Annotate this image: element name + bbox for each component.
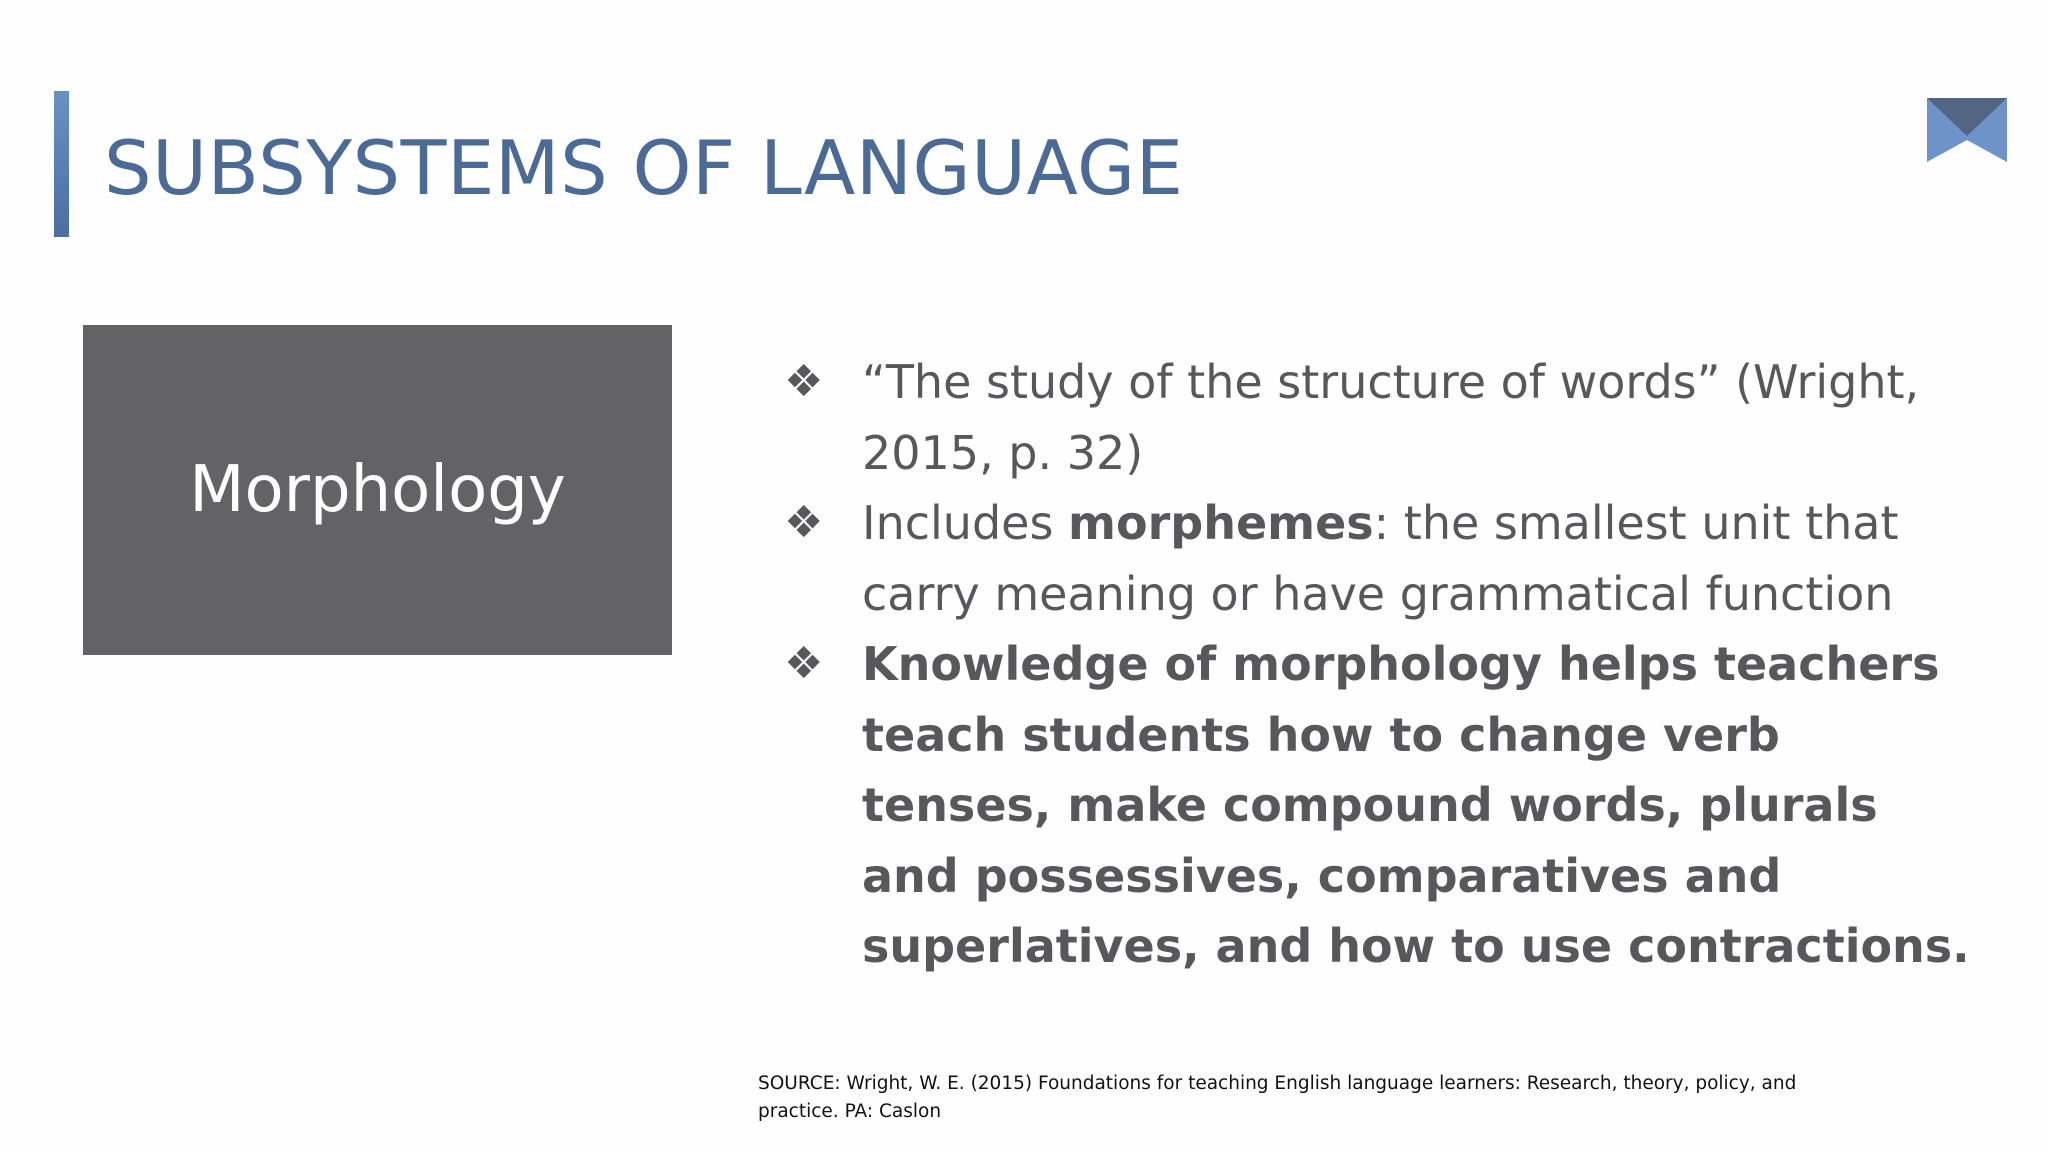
bullet-text-suffix: : the smallest unit that carry meaning or have grammatical function [862,496,1899,621]
bullet-list [784,347,1984,982]
term-label: Morphology [189,453,566,527]
term-box [83,325,672,655]
bullet-definition [784,347,1984,488]
bullet-bold-term: morphemes [1068,496,1374,550]
bullet-text: Knowledge of morphology helps teachers teach students how to change verb tenses, make compound words, plurals and possessives, comparatives and superlatives, and how to use contractions. [862,637,1970,973]
diamond-bullet-icon: ❖ [784,356,824,407]
diamond-bullet-icon: ❖ [784,638,824,689]
diamond-bullet-icon: ❖ [784,497,824,548]
bullet-morphemes [784,488,1984,629]
source-citation: SOURCE: Wright, W. E. (2015) Foundations for teaching English language learners: Research, theory, policy, and practice. PA: Caslon [758,1073,1797,1122]
title-accent-bar [54,91,69,237]
bullet-knowledge [784,629,1984,982]
bullet-text-prefix: Includes [862,496,1069,550]
bullet-text: “The study of the structure of words” (Wright, 2015, p. 32) [862,355,1920,480]
ribbon-chevron-icon [1927,98,2007,164]
slide-title: SUBSYSTEMS OF LANGUAGE [104,124,1184,212]
